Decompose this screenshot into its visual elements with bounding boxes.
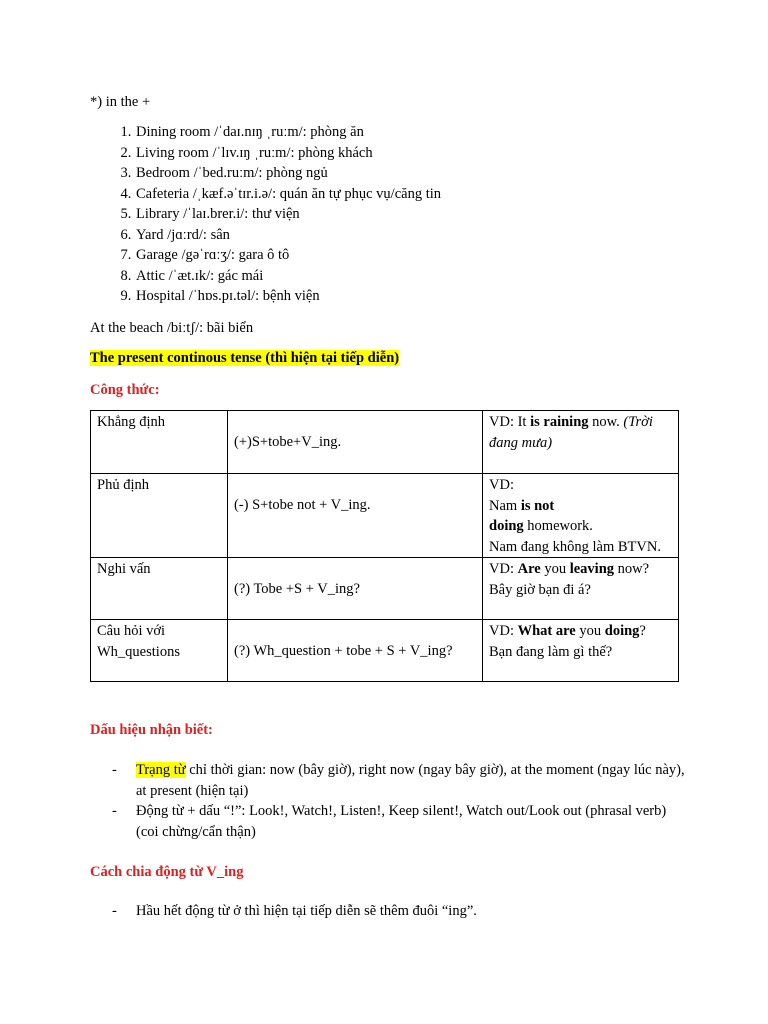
row-label: Nghi vấn [91, 558, 228, 620]
sign-text: chỉ thời gian: now (bây giờ), right now (ngay bây giờ), at the moment (ngay lúc này), at present (hiện tại) [136, 762, 685, 799]
row-formula [228, 558, 483, 620]
ex-bold: What are [517, 623, 576, 639]
formula-text: (?) Wh_question + tobe + S + V_ing? [234, 643, 453, 659]
ex-italic: (Trời đang mưa) [489, 414, 653, 451]
formula-text: (?) Tobe +S + V_ing? [234, 581, 360, 597]
row-formula [228, 411, 483, 474]
table-row [91, 558, 679, 620]
list-item: 7. Garage /gəˈrɑːʒ/: gara ô tô [135, 245, 441, 266]
ex-bold: doing [489, 518, 524, 534]
row-example [483, 620, 679, 682]
ex-bold: Are [517, 561, 541, 577]
ex-text: ? [639, 623, 646, 639]
ving-list [90, 901, 690, 922]
ex-text: homework. [523, 518, 593, 534]
list-item: 8. Attic /ˈæt.ɪk/: gác mái [135, 266, 441, 287]
ex-text: VD: [489, 561, 518, 577]
list-item: 6. Yard /jɑːrd/: sân [135, 225, 441, 246]
tense-heading [90, 348, 399, 369]
ex-translation: Bây giờ bạn đi á? [489, 581, 591, 598]
ex-text: Nam [489, 497, 521, 514]
row-label: Khẳng định [91, 411, 228, 474]
signs-heading: Dấu hiệu nhận biết: [90, 722, 213, 738]
ex-bold: leaving [569, 561, 615, 577]
row-example [483, 558, 679, 620]
table-row [91, 411, 679, 474]
list-item [90, 760, 690, 801]
formula-heading: Công thức: [90, 382, 160, 398]
highlighted-term: Trạng từ [136, 762, 186, 778]
ex-text: VD: It [489, 414, 531, 430]
list-item: 5. Library /ˈlaɪ.brer.i/: thư viện [135, 204, 441, 225]
formula-text: (-) S+tobe not + V_ing. [234, 497, 371, 513]
list-item: 2. Living room /ˈlɪv.ɪŋ ˌruːm/: phòng khách [135, 143, 441, 164]
table-row [91, 474, 679, 558]
label-line: Câu hỏi với [97, 623, 166, 639]
ex-translation: Bạn đang làm gì thế? [489, 643, 613, 660]
row-example [483, 474, 679, 558]
formula-text: (+)S+tobe+V_ing. [234, 434, 342, 450]
ex-text: VD: [489, 623, 518, 639]
list-item: 3. Bedroom /ˈbed.ruːm/: phòng ngủ [135, 163, 441, 184]
row-label [91, 620, 228, 682]
beach-line: At the beach /biːtʃ/: bãi biển [90, 320, 254, 336]
tense-heading-text: The present continous tense (thì hiện tại tiếp diễn) [90, 350, 400, 366]
list-item: 4. Cafeteria /ˌkæf.əˈtɪr.i.ə/: quán ăn tự phục vụ/căng tin [135, 184, 441, 205]
ex-line [489, 621, 672, 642]
ex-text: you [540, 561, 570, 577]
ex-text: VD: [489, 477, 514, 493]
row-example [483, 411, 679, 474]
row-formula [228, 474, 483, 558]
ex-line [489, 496, 672, 517]
ex-bold: is raining [530, 414, 589, 430]
rooms-list [90, 122, 441, 307]
list-item: - Động từ + dấu “!”: Look!, Watch!, Listen!, Keep silent!, Watch out/Look out (phrasal verb) (coi chừng/cẩn thận) [90, 801, 690, 842]
table-row [91, 620, 679, 682]
list-item: - Hầu hết động từ ở thì hiện tại tiếp diễn sẽ thêm đuôi “ing”. [90, 901, 690, 922]
row-label: Phủ định [91, 474, 228, 558]
ex-text: you [575, 623, 605, 639]
list-item: 1. Dining room /ˈdaɪ.nɪŋ ˌruːm/: phòng ăn [135, 122, 441, 143]
ex-bold: doing [604, 623, 640, 639]
label-line: Wh_questions [97, 643, 180, 660]
ex-line [489, 559, 672, 580]
ex-text: now? [614, 561, 650, 577]
list-item: 9. Hospital /ˈhɒs.pɪ.təl/: bệnh viện [135, 286, 441, 307]
ex-translation: Nam đang không làm BTVN. [489, 538, 661, 555]
grammar-table [90, 410, 679, 682]
intro-line: *) in the + [90, 94, 151, 110]
ex-text: now. [588, 414, 624, 430]
ex-bold: is not [520, 497, 555, 514]
ex-line [489, 516, 672, 537]
signs-list [90, 760, 690, 842]
row-formula [228, 620, 483, 682]
ving-heading: Cách chia động từ V_ing [90, 864, 244, 880]
